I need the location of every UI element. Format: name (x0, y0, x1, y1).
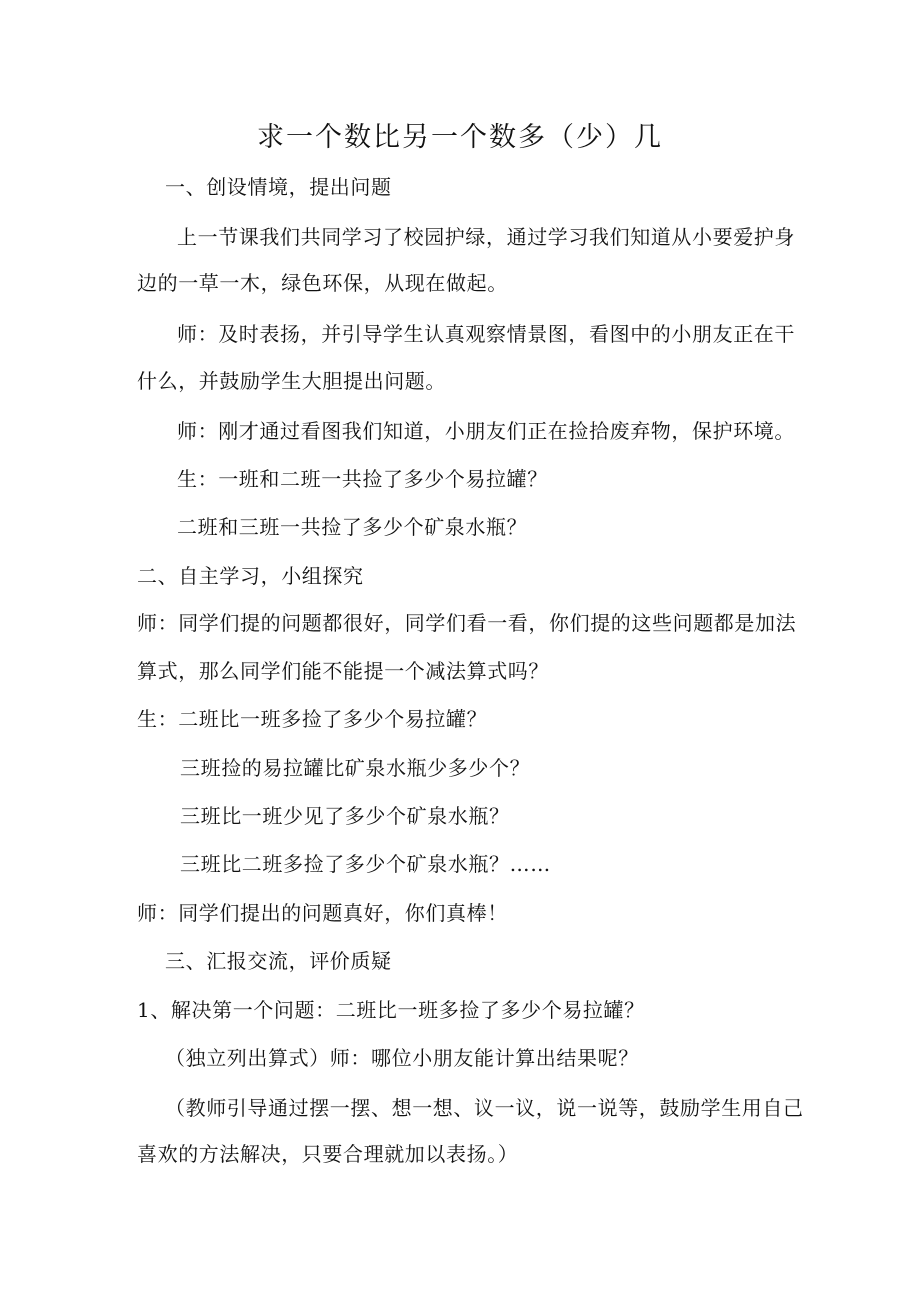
paragraph-line: 三班比二班多捡了多少个矿泉水瓶？…… (180, 852, 551, 876)
paragraph-line: 边的一草一木，绿色环保，从现在做起。 (137, 271, 508, 295)
paragraph-line: 师：及时表扬，并引导学生认真观察情景图，看图中的小朋友正在干 (177, 322, 795, 346)
paragraph-line: 生：二班比一班多捡了多少个易拉罐？ (137, 707, 488, 731)
paragraph-line: 师：刚才通过看图我们知道，小朋友们正在捡拾废弃物，保护环境。 (177, 419, 795, 443)
section-heading-3: 三、汇报交流，评价质疑 (165, 949, 392, 973)
section-heading-1: 一、创设情境，提出问题 (165, 175, 392, 199)
paragraph-line: （教师引导通过摆一摆、想一想、议一议，说一说等，鼓励学生用自己 (165, 1096, 804, 1120)
paragraph-line: 三班比一班少见了多少个矿泉水瓶？ (180, 804, 510, 828)
paragraph-line: 算式，那么同学们能不能提一个减法算式吗？ (137, 659, 549, 683)
paragraph-line: 三班捡的易拉罐比矿泉水瓶少多少个？ (180, 756, 531, 780)
paragraph-line: 上一节课我们共同学习了校园护绿，通过学习我们知道从小要爱护身 (177, 225, 795, 249)
paragraph-line: 生：一班和二班一共捡了多少个易拉罐？ (177, 467, 548, 491)
paragraph-line: 喜欢的方法解决，只要合理就加以表扬。） (137, 1142, 519, 1166)
paragraph-line: 师：同学们提的问题都很好，同学们看一看，你们提的这些问题都是加法 (137, 611, 797, 635)
paragraph-line: 二班和三班一共捡了多少个矿泉水瓶？ (177, 515, 528, 539)
section-heading-2: 二、自主学习，小组探究 (137, 564, 364, 588)
paragraph-line: 什么，并鼓励学生大胆提出问题。 (137, 369, 446, 393)
paragraph-line: 师：同学们提出的问题真好，你们真棒！ (137, 901, 508, 925)
paragraph-line: （独立列出算式）师：哪位小朋友能计算出结果呢？ (165, 1046, 639, 1070)
paragraph-line: 1、解决第一个问题：二班比一班多捡了多少个易拉罐？ (137, 998, 645, 1022)
document-title: 求一个数比另一个数多（少）几 (257, 122, 663, 153)
